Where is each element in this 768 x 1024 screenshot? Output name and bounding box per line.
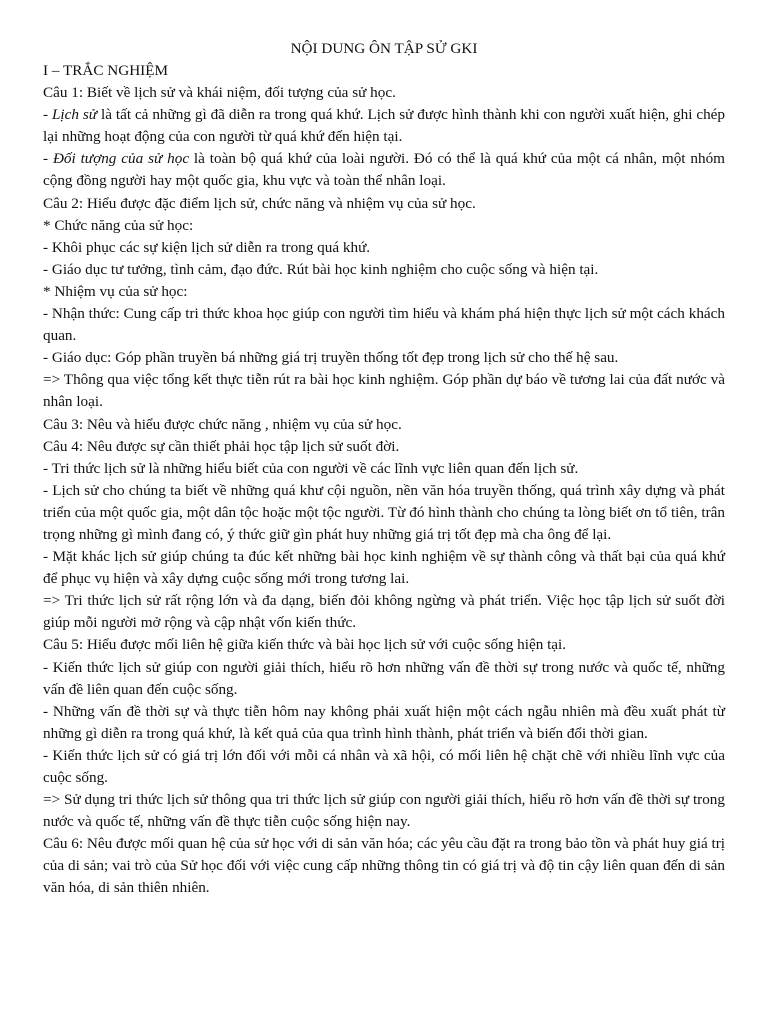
q2-task-item: - Giáo dục: Góp phần truyền bá những giá trị truyền thống tốt đẹp trong lịch sử cho thế hệ sau.: [43, 349, 619, 367]
question-2: Câu 2: Hiểu được đặc điểm lịch sử, chức năng và nhiệm vụ của sử học.: [43, 194, 476, 212]
q2-function-heading: * Chức năng của sử học:: [43, 216, 194, 234]
q2-function-item: - Khôi phục các sự kiện lịch sử diễn ra trong quá khứ.: [43, 238, 371, 256]
q4-item: - Tri thức lịch sử là những hiểu biết của con người về các lĩnh vực liên quan đến lịch sử.: [43, 459, 579, 477]
dash: -: [43, 150, 53, 168]
q4-item: - Mặt khác lịch sử giúp chúng ta đúc kết những bài học kinh nghiệm về sự thành công và thất bại của quá khứ để phục vụ hiện và xây dựng cuộc sống mới trong tương lai.: [43, 548, 725, 588]
q1-definition-history: [43, 104, 725, 148]
question-3: Câu 3: Nêu và hiểu được chức năng , nhiệm vụ của sử học.: [43, 415, 402, 433]
definition-text: là tất cả những gì đã diễn ra trong quá khứ. Lịch sử được hình thành khi con người xuất hiện, ghi chép lại những hoạt động của con người từ quá khứ đến hiện tại.: [43, 106, 725, 146]
q5-item: - Kiến thức lịch sử giúp con người giải thích, hiểu rõ hơn những vấn đề thời sự trong nước và quốc tế, những vấn đề liên quan đến cuộc sống.: [43, 658, 725, 698]
q2-conclusion: => Thông qua việc tổng kết thực tiễn rút ra bài học kinh nghiệm. Góp phần dự báo về tương lai của đất nước và nhân loại.: [43, 371, 725, 411]
term-history: Lịch sử: [51, 106, 98, 124]
q2-function-item: - Giáo dục tư tưởng, tình cảm, đạo đức. Rút bài học kinh nghiệm cho cuộc sống và hiện tại.: [43, 260, 599, 278]
question-4: Câu 4: Nêu được sự cần thiết phải học tập lịch sử suốt đời.: [43, 437, 400, 455]
q5-item: - Kiến thức lịch sử có giá trị lớn đối với mỗi cá nhân và xã hội, có mối liên hệ chặt chẽ với nhiều lĩnh vực của cuộc sống.: [43, 746, 725, 786]
q4-item: - Lịch sử cho chúng ta biết về những quá khư cội nguồn, nền văn hóa truyền thống, quá trình xây dựng và phát triển của một quốc gia, một dân tộc hoặc một tộc người. Từ đó hình thành cho chúng ta lòng biết ơn tổ tiên, trân trọng những gì mình đang có, ý thức giữ gìn phát huy những giá trị tốt đẹp mà cha ông để lại.: [43, 481, 725, 543]
dash: -: [43, 106, 52, 124]
document-title: NỘI DUNG ÔN TẬP SỬ GKI: [290, 40, 478, 57]
term-object: Đối tượng của sử học: [52, 150, 190, 168]
q2-task-heading: * Nhiệm vụ của sử học:: [43, 282, 188, 300]
q1-definition-object: [43, 148, 725, 192]
question-6: Câu 6: Nêu được mối quan hệ của sử học với di sản văn hóa; các yêu cầu đặt ra trong bảo tồn và phát huy giá trị của di sản; vai trò của Sử học đối với việc cung cấp những thông tin có giá trị và độ tin cậy liên quan đến di sản văn hóa, di sản thiên nhiên.: [43, 835, 725, 897]
q5-conclusion: => Sử dụng tri thức lịch sử thông qua tri thức lịch sử giúp con người giải thích, hiểu rõ hơn vấn đề thời sự trong nước và quốc tế, những vấn đề thực tiễn cuộc sống hiện nay.: [43, 791, 725, 831]
q5-item: - Những vấn đề thời sự và thực tiễn hôm nay không phải xuất hiện một cách ngẫu nhiên mà đều xuất phát từ những gì diễn ra trong quá khứ, là kết quả của qua trình hình thành, phát triển và biến đổi thời gian.: [43, 702, 725, 742]
q4-conclusion: => Tri thức lịch sử rất rộng lớn và đa dạng, biến đỏi không ngừng và phát triển. Việc học tập lịch sử suốt đời giúp mỗi người mở rộng và cập nhật vốn kiến thức.: [43, 592, 725, 632]
definition-text: là toàn bộ quá khứ của loài người. Đó có thể là quá khứ của một cá nhân, một nhóm cộng đồng người hay một quốc gia, khu vực và toàn thể nhân loại.: [43, 150, 725, 190]
question-1: Câu 1: Biết về lịch sử và khái niệm, đối tượng của sử học.: [43, 84, 396, 102]
question-5: Câu 5: Hiểu được mối liên hệ giữa kiến thức và bài học lịch sử với cuộc sống hiện tại.: [43, 636, 567, 654]
section-heading: I – TRẮC NGHIỆM: [43, 62, 169, 79]
q2-task-item: - Nhận thức: Cung cấp tri thức khoa học giúp con người tìm hiểu và khám phá hiện thực lịch sử một cách khách quan.: [43, 305, 725, 345]
